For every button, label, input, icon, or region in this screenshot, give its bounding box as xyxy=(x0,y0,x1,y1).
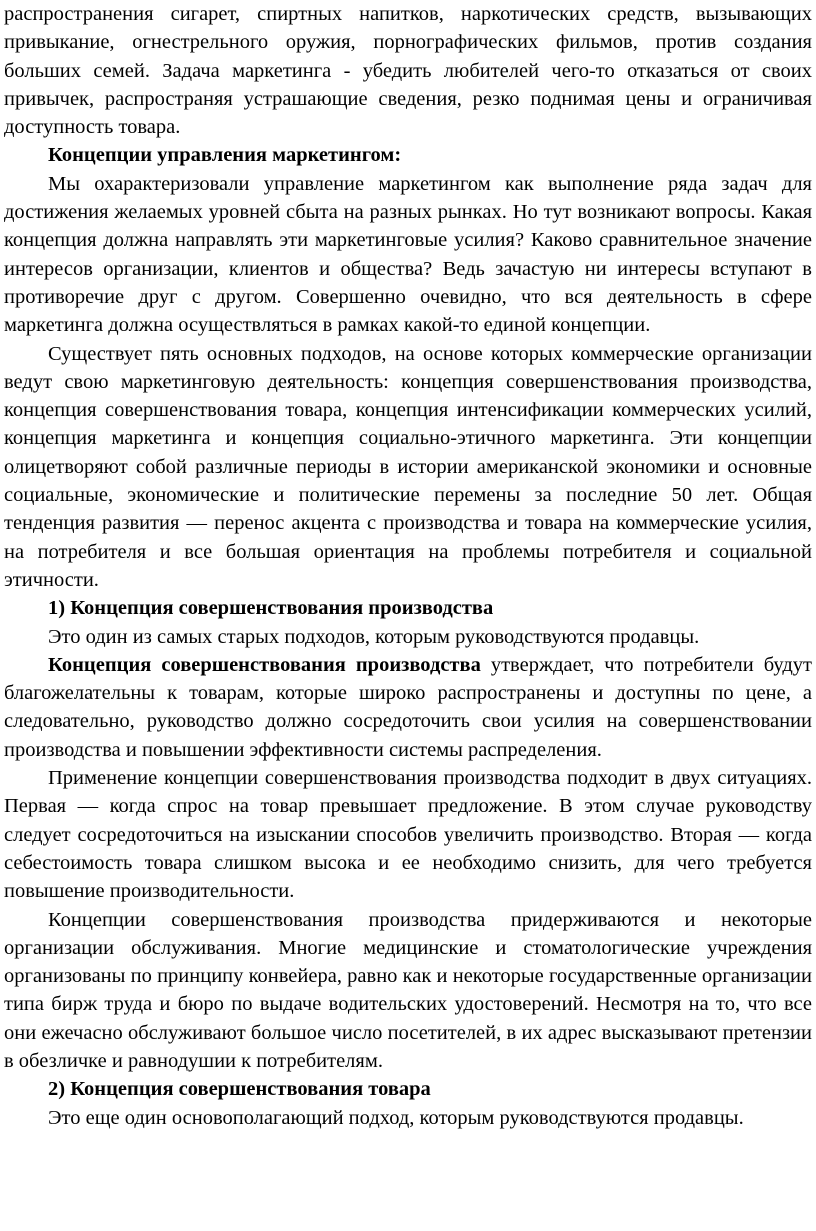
paragraph-service-organizations: Концепции совершенствования производства придерживаются и некоторые организации обслуживания. Многие медицинские и стоматологические учреждения организованы по принципу конвейера, равно как и некоторые государственные организации типа бирж труда и бюро по выдаче водительских удостоверений. Несмотря на то, что все они ежечасно обслуживают большое число посетителей, в их адрес высказывают претензии в обезличке и равнодушии к потребителям. xyxy=(4,908,812,1072)
paragraph-five-approaches: Существует пять основных подходов, на основе которых коммерческие организации ведут свою маркетинговую деятельность: концепция совершенствования производства, концепция совершенствования товара, концепция интенсификации коммерческих усилий, концепция маркетинга и концепция социально-этичного маркетинга. Эти концепции олицетворяют собой различные периоды в истории американской экономики и основные социальные, экономические и политические перемены за последние 50 лет. Общая тенденция развития — перенос акцента с производства и товара на коммерческие усилия, на потребителя и все большая ориентация на проблемы потребителя и социальной этичности. xyxy=(4,342,812,591)
bold-term-production-concept: Концепция совершенствования производства xyxy=(48,653,481,676)
paragraph-oldest-approach: Это один из самых старых подходов, которым руководствуются продавцы. xyxy=(48,625,700,648)
section-heading-product-concept: 2) Концепция совершенствования товара xyxy=(48,1078,431,1101)
section-heading-concepts: Концепции управления маркетингом: xyxy=(48,144,402,167)
paragraph-two-situations: Применение концепции совершенствования производства подходит в двух ситуациях. Первая — когда спрос на товар превышает предложение. В этом случае руководству следует сосредоточиться на изыскании способов увеличить производство. Вторая — когда себестоимость товара слишком высока и ее необходимо снизить, для чего требуется повышение производительности. xyxy=(4,767,812,903)
definition-text: утверждает, что потребители будут благожелательны к товарам, которые широко распространены и доступны по цене, а следовательно, руководство должно сосредоточить свои усилия на совершенствовании производства и повышении эффективности системы распределения. xyxy=(4,653,812,761)
paragraph-management-intro: Мы охарактеризовали управление маркетингом как выполнение ряда задач для достижения желаемых уровней сбыта на разных рынках. Но тут возникают вопросы. Какая концепция должна направлять эти маркетинговые усилия? Каково сравнительное значение интересов организации, клиентов и общества? Ведь зачастую ни интересы вступают в противоречие друг с другом. Совершенно очевидно, что вся деятельность в сфере маркетинга должна осуществляться в рамках какой-то единой концепции. xyxy=(4,172,812,337)
paragraph-production-definition xyxy=(4,651,812,764)
section-heading-production-concept: 1) Концепция совершенствования производства xyxy=(48,597,494,620)
paragraph-product-concept-intro: Это еще один основополагающий подход, которым руководствуются продавцы. xyxy=(48,1106,744,1129)
paragraph-continuation: распространения сигарет, спиртных напитков, наркотических средств, вызывающих привыкание, огнестрельного оружия, порнографических фильмов, против создания больших семей. Задача маркетинга - убедить любителей чего-то отказаться от своих привычек, распространяя устрашающие сведения, резко поднимая цены и ограничивая доступность товара. xyxy=(4,3,812,139)
